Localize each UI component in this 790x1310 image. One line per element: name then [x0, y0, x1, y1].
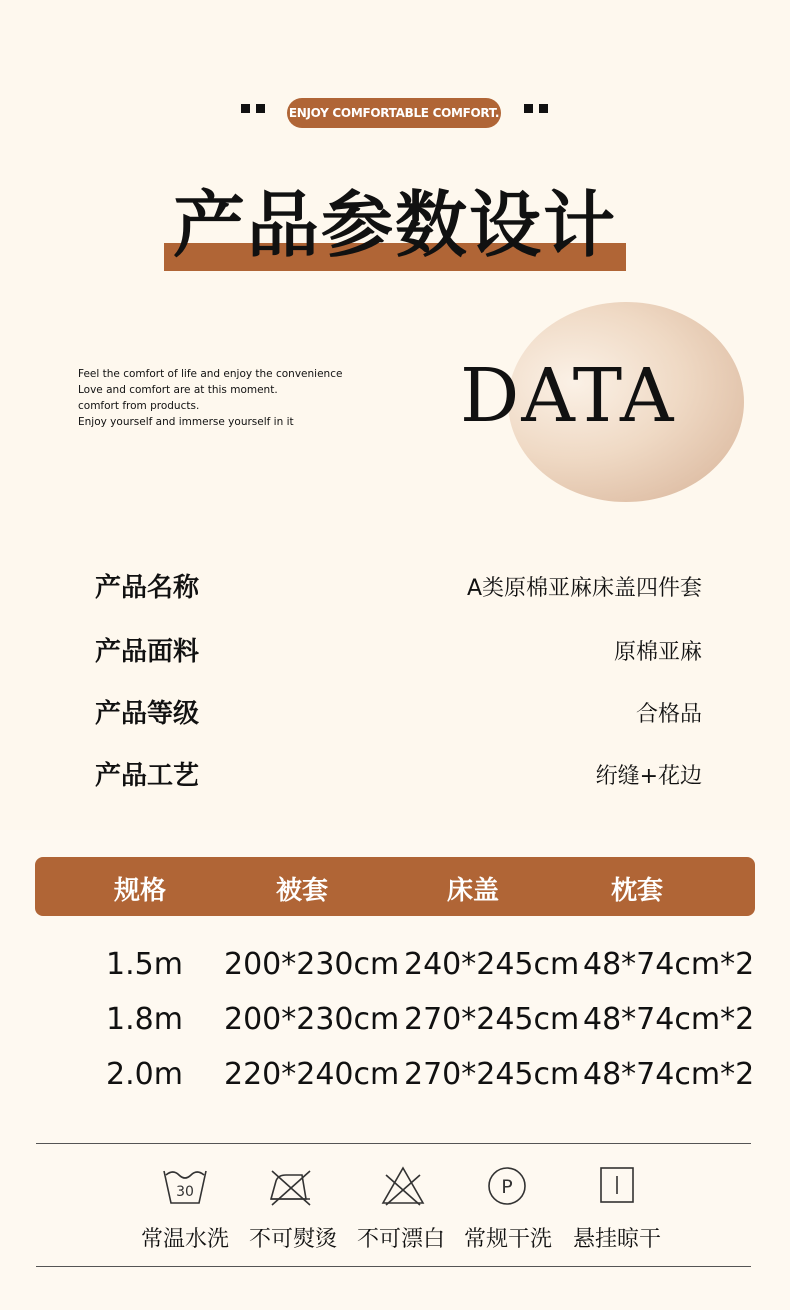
th-pillowcase: 枕套 [610, 876, 663, 906]
data-heading: DATA [460, 353, 676, 439]
care-label-wash: 常温水洗 [140, 1227, 229, 1252]
care-divider-top [36, 1143, 751, 1144]
intro-line: Feel the comfort of life and enjoy the convenience [78, 368, 343, 380]
dry-clean-p-icon [484, 1165, 530, 1207]
page-title: 产品参数设计 [172, 183, 617, 267]
no-iron-icon [268, 1165, 314, 1207]
decor-dots-right [524, 104, 548, 113]
decor-dots-left [241, 104, 265, 113]
care-label-linedry: 悬挂晾干 [572, 1227, 661, 1252]
slogan-badge: ENJOY COMFORTABLE COMFORT. [287, 98, 501, 128]
intro-line: Love and comfort are at this moment. [78, 384, 278, 396]
intro-text [78, 366, 342, 430]
th-size: 规格 [113, 876, 166, 906]
wash-30-icon [162, 1165, 208, 1207]
care-label-iron: 不可熨烫 [248, 1227, 337, 1252]
spec-label-name: 产品名称 [95, 573, 200, 603]
table-cell: 240*245cm [404, 947, 580, 982]
no-bleach-icon [380, 1165, 426, 1207]
spec-label-grade: 产品等级 [95, 699, 200, 729]
table-cell: 2.0m [106, 1057, 183, 1092]
spec-value-craft: 绗缝+花边 [595, 764, 702, 789]
spec-value-grade: 合格品 [635, 702, 702, 727]
table-cell: 48*74cm*2 [583, 947, 755, 982]
table-cell: 200*230cm [224, 947, 400, 982]
spec-value-fabric: 原棉亚麻 [613, 640, 702, 665]
table-cell: 270*245cm [404, 1057, 580, 1092]
care-divider-bottom [36, 1266, 751, 1267]
table-cell: 48*74cm*2 [583, 1057, 755, 1092]
line-dry-icon [594, 1165, 640, 1207]
table-cell: 200*230cm [224, 1002, 400, 1037]
table-cell: 220*240cm [224, 1057, 400, 1092]
wash-temp-text: 30 [176, 1184, 194, 1200]
intro-line: Enjoy yourself and immerse yourself in it [78, 416, 294, 428]
th-bedspread: 床盖 [446, 876, 499, 906]
spec-value-name: A类原棉亚麻床盖四件套 [466, 576, 702, 601]
dry-clean-letter: P [501, 1176, 513, 1198]
table-cell: 48*74cm*2 [583, 1002, 755, 1037]
spec-label-fabric: 产品面料 [95, 637, 200, 667]
table-cell: 1.8m [106, 1002, 183, 1037]
spec-label-craft: 产品工艺 [95, 761, 200, 791]
th-duvet: 被套 [275, 876, 328, 906]
intro-line: comfort from products. [78, 400, 200, 412]
care-label-dryclean: 常规干洗 [463, 1227, 552, 1252]
table-cell: 270*245cm [404, 1002, 580, 1037]
table-cell: 1.5m [106, 947, 183, 982]
care-label-bleach: 不可漂白 [356, 1227, 445, 1252]
